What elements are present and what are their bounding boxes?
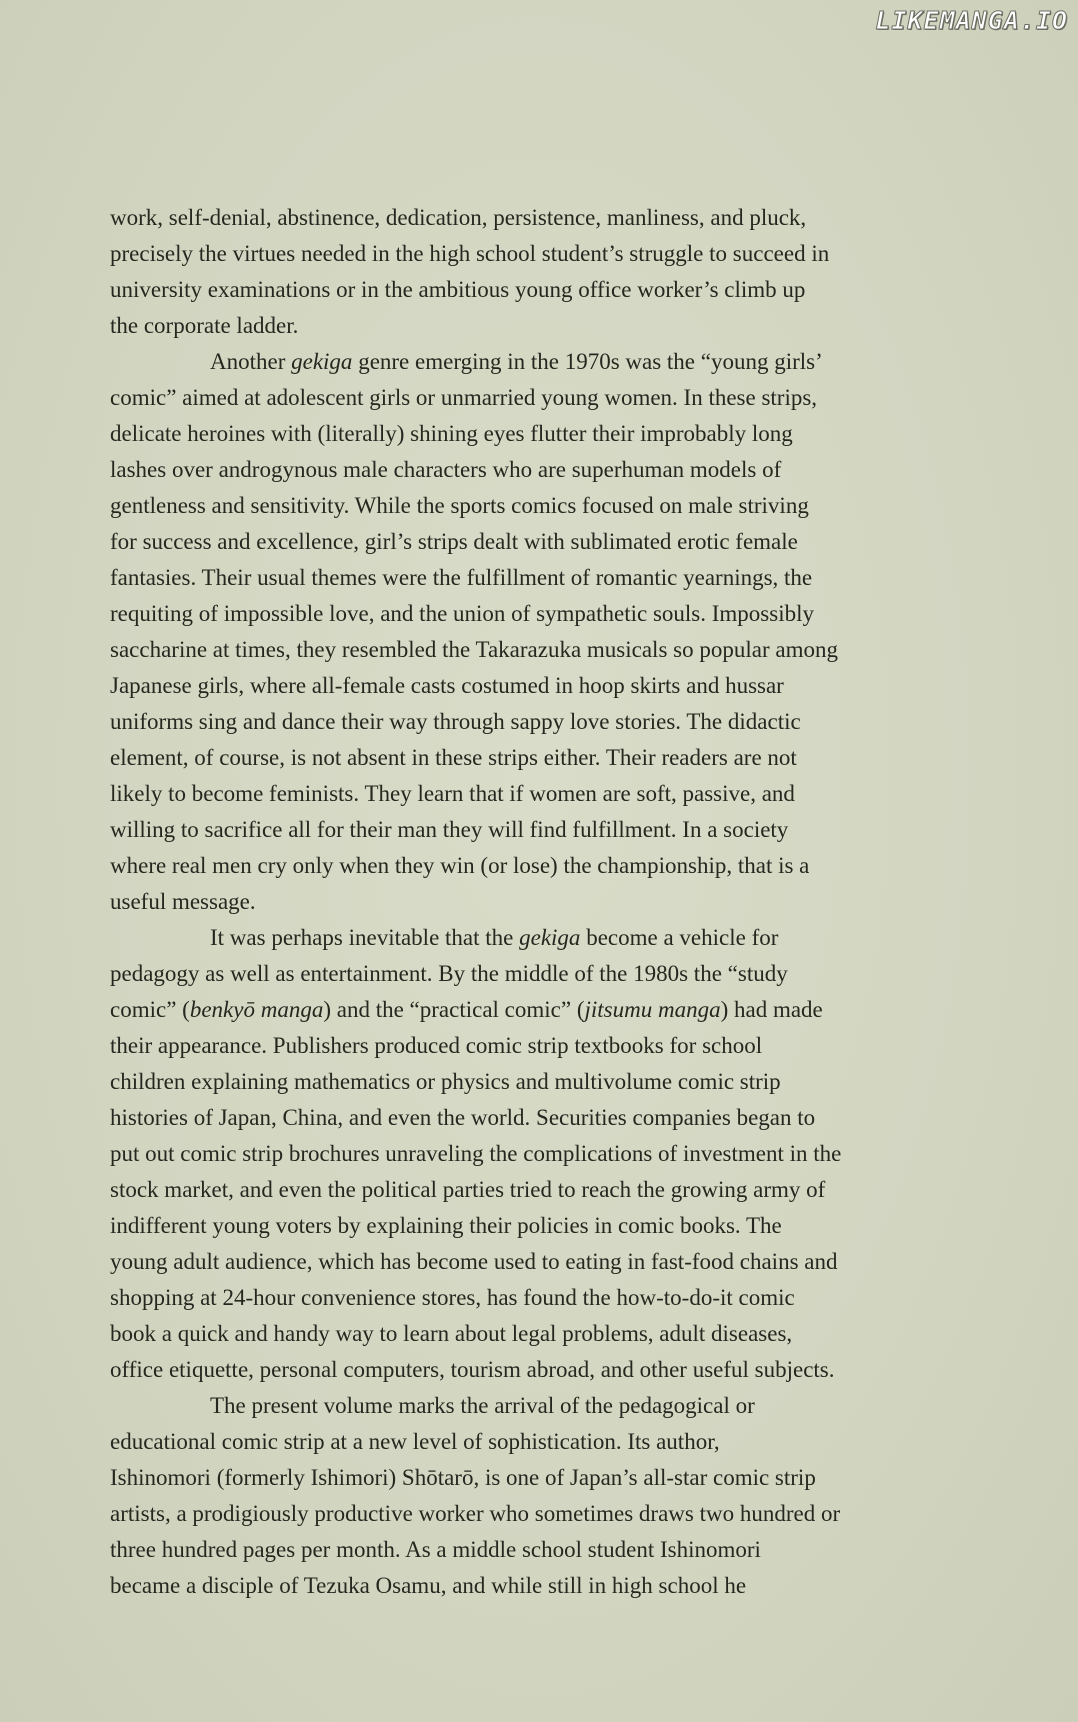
text-line: put out comic strip brochures unraveling the complications of investment in the (110, 1141, 842, 1166)
text-line: Japanese girls, where all-female casts costumed in hoop skirts and hussar (110, 673, 784, 698)
text-line: histories of Japan, China, and even the world. Securities companies began to (110, 1105, 816, 1130)
text-line: It was perhaps inevitable that the gekiga become a vehicle for (210, 925, 779, 950)
text-line: precisely the virtues needed in the high school student’s struggle to succeed in (110, 241, 830, 266)
text-line: where real men cry only when they win (or lose) the championship, that is a (110, 853, 810, 878)
text-line: book a quick and handy way to learn about legal problems, adult diseases, (110, 1321, 793, 1346)
text-line: stock market, and even the political parties tried to reach the growing army of (110, 1177, 826, 1202)
text-line: likely to become feminists. They learn that if women are soft, passive, and (110, 781, 795, 806)
text-line: indifferent young voters by explaining their policies in comic books. The (110, 1213, 782, 1238)
text-line: comic” (benkyō manga) and the “practical comic” (jitsumu manga) had made (110, 997, 823, 1022)
text-line: became a disciple of Tezuka Osamu, and while still in high school he (110, 1573, 747, 1598)
text-line: the corporate ladder. (110, 313, 299, 338)
text-line: useful message. (110, 889, 256, 914)
text-line: fantasies. Their usual themes were the fulfillment of romantic yearnings, the (110, 565, 813, 590)
text-line: Another gekiga genre emerging in the 1970s was the “young girls’ (210, 349, 823, 374)
site-watermark: LIKEMANGA.IO (875, 6, 1068, 35)
text-line: for success and excellence, girl’s strips dealt with sublimated erotic female (110, 529, 798, 554)
text-line: young adult audience, which has become used to eating in fast-food chains and (110, 1249, 838, 1274)
text-line: element, of course, is not absent in these strips either. Their readers are not (110, 745, 797, 770)
body-text (110, 200, 990, 1604)
text-line: lashes over androgynous male characters who are superhuman models of (110, 457, 782, 482)
text-line: children explaining mathematics or physics and multivolume comic strip (110, 1069, 781, 1094)
text-line: saccharine at times, they resembled the Takarazuka musicals so popular among (110, 637, 838, 662)
text-line: requiting of impossible love, and the union of sympathetic souls. Impossibly (110, 601, 814, 626)
text-line: university examinations or in the ambitious young office worker’s climb up (110, 277, 806, 302)
text-line: delicate heroines with (literally) shining eyes flutter their improbably long (110, 421, 793, 446)
text-line: educational comic strip at a new level of sophistication. Its author, (110, 1429, 720, 1454)
text-line: The present volume marks the arrival of the pedagogical or (210, 1393, 755, 1418)
text-line: work, self-denial, abstinence, dedication, persistence, manliness, and pluck, (110, 205, 807, 230)
text-line: Ishinomori (formerly Ishimori) Shōtarō, is one of Japan’s all-star comic strip (110, 1465, 816, 1490)
text-line: artists, a prodigiously productive worker who sometimes draws two hundred or (110, 1501, 841, 1526)
text-line: three hundred pages per month. As a middle school student Ishinomori (110, 1537, 761, 1562)
text-line: shopping at 24-hour convenience stores, has found the how-to-do-it comic (110, 1285, 795, 1310)
text-line: their appearance. Publishers produced comic strip textbooks for school (110, 1033, 763, 1058)
text-line: comic” aimed at adolescent girls or unmarried young women. In these strips, (110, 385, 818, 410)
text-line: pedagogy as well as entertainment. By the middle of the 1980s the “study (110, 961, 788, 986)
text-line: willing to sacrifice all for their man they will find fulfillment. In a society (110, 817, 789, 842)
text-line: gentleness and sensitivity. While the sports comics focused on male striving (110, 493, 809, 518)
text-line: uniforms sing and dance their way through sappy love stories. The didactic (110, 709, 801, 734)
text-line: office etiquette, personal computers, tourism abroad, and other useful subjects. (110, 1357, 835, 1382)
